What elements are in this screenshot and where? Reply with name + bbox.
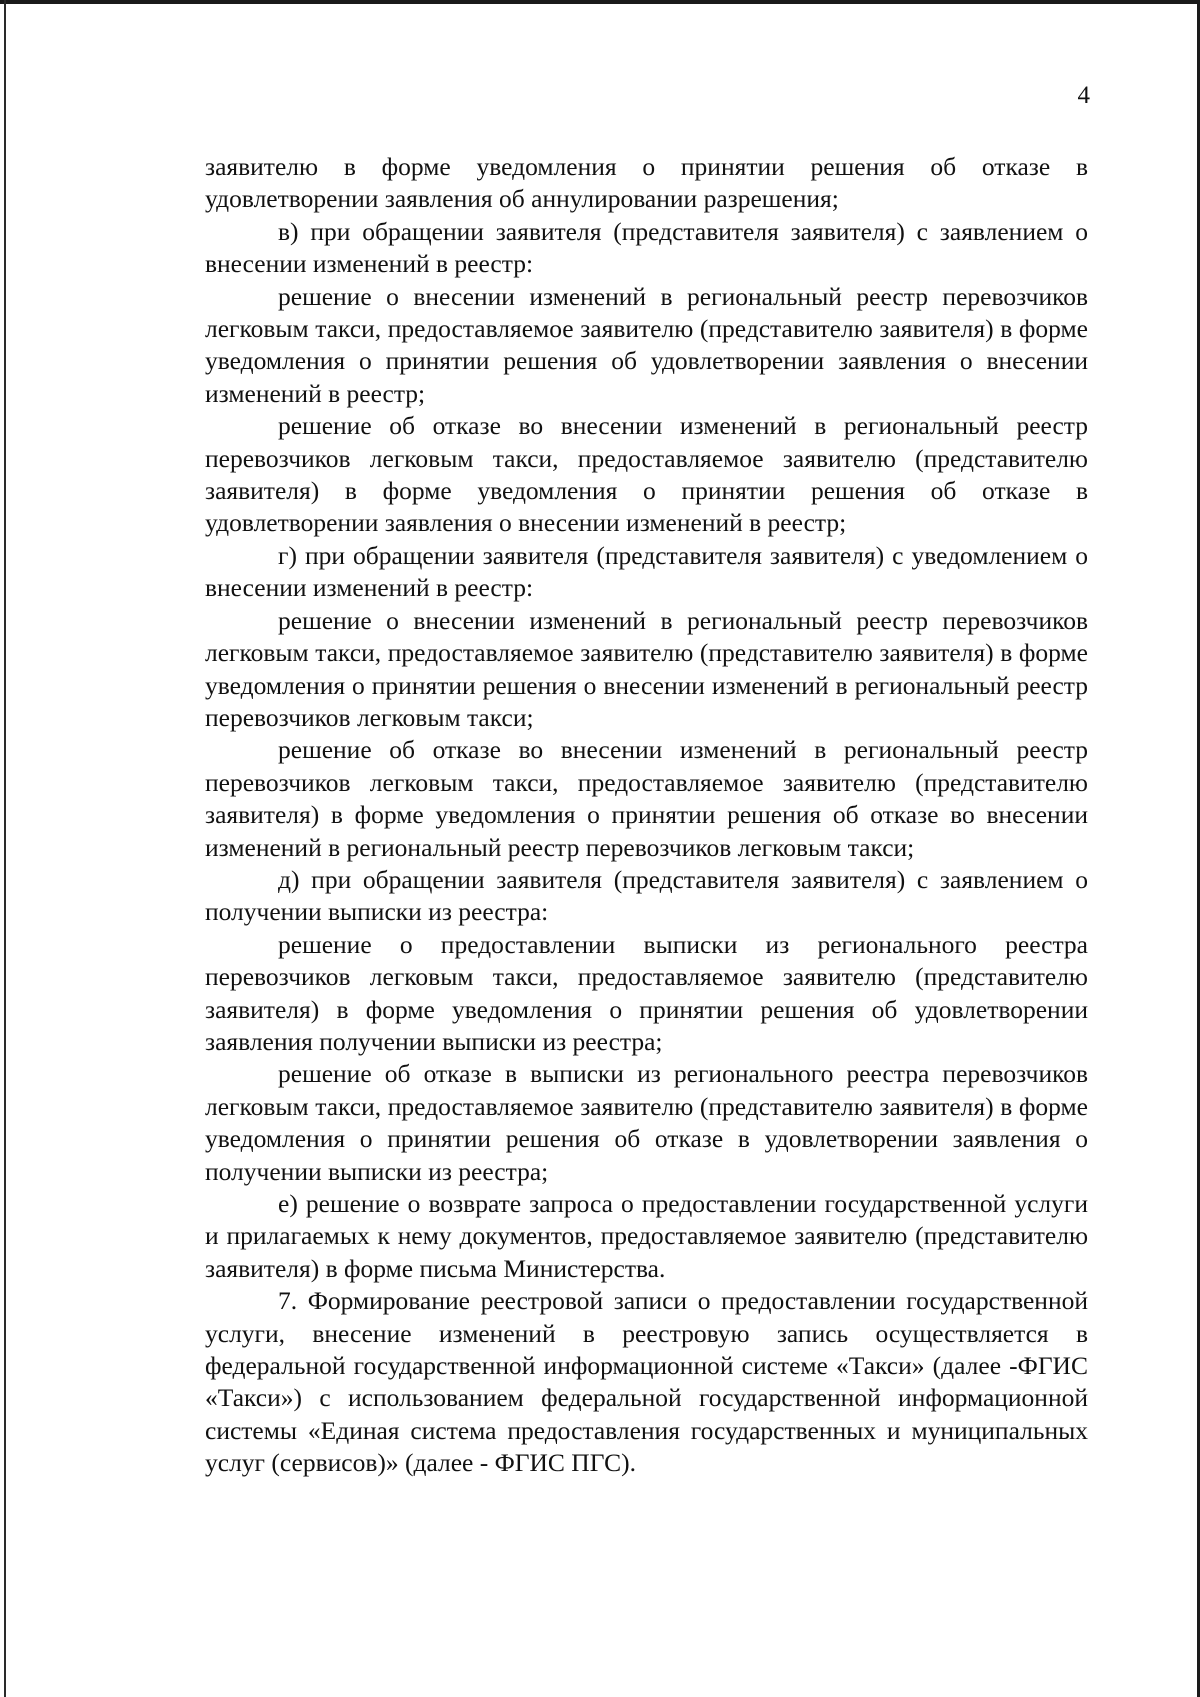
scan-border-left [4,0,6,1697]
paragraph: решение о предоставлении выписки из регионального реестра перевозчиков легковым такси, предоставляемое заявителю (представителю заявителя) в форме уведомления о принятии решения об удовлетворении заявления получении выписки из реестра; [205,929,1088,1056]
paragraph: решение об отказе во внесении изменений в региональный реестр перевозчиков легковым такси, предоставляемое заявителю (представителю заявителя) в форме уведомления о принятии решения об отказе в удовлетворении заявления о внесении изменений в реестр; [205,411,1088,538]
paragraph: 7. Формирование реестровой записи о предоставлении государственной услуги, внесение изменений в реестровую запись осуществляется в федеральной государственной информационной системе «Такси» (далее -ФГИС «Такси») с использованием федеральной государственной информационной системы «Единая система предоставления государственных и муниципальных услуг (сервисов)» (далее - ФГИС ПГС). [205,1286,1088,1478]
document-body [205,151,1088,1480]
paragraph: решение о внесении изменений в региональный реестр перевозчиков легковым такси, предоставляемое заявителю (представителю заявителя) в форме уведомления о принятии решения об удовлетворении заявления о внесении изменений в реестр; [205,281,1088,408]
paragraph: е) решение о возврате запроса о предоставлении государственной услуги и прилагаемых к нему документов, предоставляемое заявителю (представителю заявителя) в форме письма Министерства. [205,1189,1088,1283]
page-number: 4 [1077,82,1090,109]
paragraph: заявителю в форме уведомления о принятии решения об отказе в удовлетворении заявления об аннулировании разрешения; [205,152,1088,214]
paragraph: решение об отказе во внесении изменений в региональный реестр перевозчиков легковым такси, предоставляемое заявителю (представителю заявителя) в форме уведомления о принятии решения об отказе во внесении изменений в региональный реестр перевозчиков легковым такси; [205,735,1088,862]
paragraph: в) при обращении заявителя (представителя заявителя) с заявлением о внесении изменений в реестр: [205,216,1088,279]
paragraph: решение об отказе в выписки из регионального реестра перевозчиков легковым такси, предоставляемое заявителю (представителю заявителя) в форме уведомления о принятии решения об отказе в удовлетворении заявления о получении выписки из реестра; [205,1059,1088,1186]
paragraph: решение о внесении изменений в региональный реестр перевозчиков легковым такси, предоставляемое заявителю (представителю заявителя) в форме уведомления о принятии решения о внесении изменений в региональный реестр перевозчиков легковым такси; [205,605,1088,732]
scan-border-top [0,0,1200,4]
paragraph: д) при обращении заявителя (представителя заявителя) с заявлением о получении выписки из реестра: [205,864,1088,927]
paragraph: г) при обращении заявителя (представителя заявителя) с уведомлением о внесении изменений в реестр: [205,540,1088,603]
